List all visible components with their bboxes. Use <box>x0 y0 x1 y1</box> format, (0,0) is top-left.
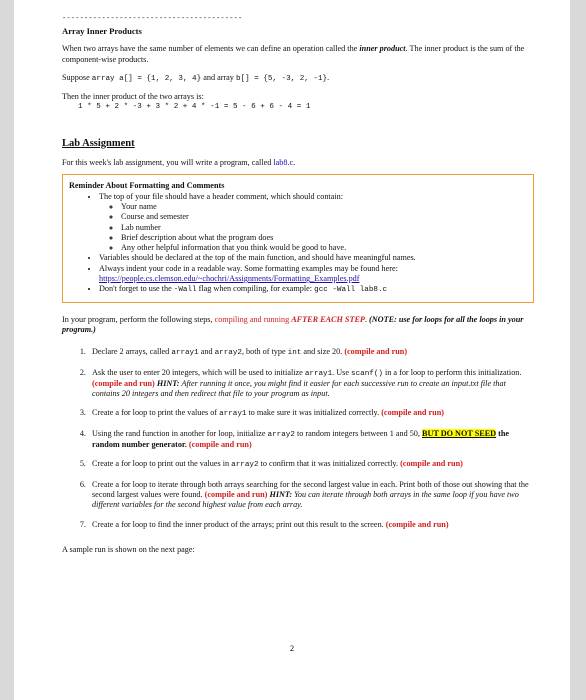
step-item: 4. Using the rand function in another for loop, initialize array2 to random integers between 1 and 50, BUT DO NOT SEED the random number generator. (compile and run) <box>88 429 534 451</box>
header-comment-list <box>99 202 525 253</box>
reminder-list <box>69 192 525 296</box>
intro-paragraph: When two arrays have the same number of elements we can define an operation called the inner product. The inner product is the sum of the component-wise products. <box>62 44 525 64</box>
header-comment-item: ◦ Course and semester <box>121 212 525 222</box>
document-page <box>14 0 570 700</box>
reminder-item: • Don't forget to use the -Wall flag when compiling, for example: gcc -Wall lab8.c <box>99 284 525 295</box>
step-item: 3. Create a for loop to print the values of array1 to make sure it was initialized correctly. (compile and run) <box>88 408 534 419</box>
lab-assignment-heading: Lab Assignment <box>62 137 135 149</box>
steps-list <box>62 347 534 530</box>
step-item: 6. Create a for loop to iterate through both arrays searching for the second largest value in each. Print both of those out showing that the second largest values were found. (compile and run) HINT: You can iterate through both arrays in the same loop if you have two different variables for the second highest value from each array. <box>88 480 534 511</box>
header-comment-item: ◦ Lab number <box>121 223 525 233</box>
page-content <box>62 14 534 555</box>
header-comment-item: ◦ Brief description about what the program does <box>121 233 525 243</box>
loops-note: (NOTE: use for loops for all the loops in your program.) <box>62 314 524 334</box>
reminder-title: Reminder About Formatting and Comments <box>69 181 225 191</box>
page-number: 2 <box>289 643 295 653</box>
step-item: 2. Ask the user to enter 20 integers, which will be used to initialize array1. Use scanf() in a for loop to perform this initialization. (compile and run) HINT: After running it once, you might find it easier for each successive run to create an input.txt file that contains 20 integers and then redirect that file to your program as input. <box>88 368 534 400</box>
inner-product-term: inner product <box>359 44 406 54</box>
step-item: 1. Declare 2 arrays, called array1 and array2, both of type int and size 20. (compile and run) <box>88 347 534 358</box>
section-title: Array Inner Products <box>62 26 142 36</box>
inner-product-example: 1 * 5 + 2 * -3 + 3 * 2 + 4 * -1 = 5 - 6 + 6 - 4 = 1 <box>78 103 311 112</box>
header-comment-item: ◦ Your name <box>121 202 525 212</box>
lab-description: For this week's lab assignment, you will write a program, called lab8.c. <box>62 158 296 168</box>
formatting-examples-link[interactable]: https://people.cs.clemson.edu/~chochri/Assignments/Formatting_Examples.pdf <box>99 274 360 284</box>
reminder-box <box>62 174 534 302</box>
inner-product-intro: Then the inner product of the two arrays is: <box>62 92 204 102</box>
header-comment-item: ◦ Any other helpful information that you think would be good to have. <box>121 243 525 253</box>
reminder-item: • Variables should be declared at the top of the main function, and should have meaningful names. <box>99 253 525 263</box>
sample-run-note: A sample run is shown on the next page: <box>62 544 195 554</box>
step-item: 7. Create a for loop to find the inner product of the arrays; print out this result to the screen. (compile and run) <box>88 520 534 530</box>
program-instructions: In your program, perform the following steps, compiling and running AFTER EACH STEP. (NOTE: use for loops for all the loops in your program.) <box>62 314 524 334</box>
do-not-seed-highlight: BUT DO NOT SEED <box>422 428 497 438</box>
separator-dashes: ----------------------------------------- <box>62 15 243 23</box>
example-arrays: Suppose array a[] = {1, 2, 3, 4} and array b[] = {5, -3, 2, -1}. <box>62 72 330 83</box>
lab-filename: lab8.c <box>273 158 294 168</box>
step-item: 5. Create a for loop to print out the values in array2 to confirm that it was initialized correctly. (compile and run) <box>88 459 534 470</box>
reminder-item: • Always indent your code in a readable way. Some formatting examples may be found here: https://people.cs.clemson.edu/~chochri/Assignments/Formatting_Examples.pdf <box>99 264 525 285</box>
reminder-item: • The top of your file should have a header comment, which should contain: ◦ Your name ◦ Course and semester ◦ Lab number ◦ Brief description about what the program does ◦ Any other helpful information that you think would be good to have. <box>99 192 525 254</box>
